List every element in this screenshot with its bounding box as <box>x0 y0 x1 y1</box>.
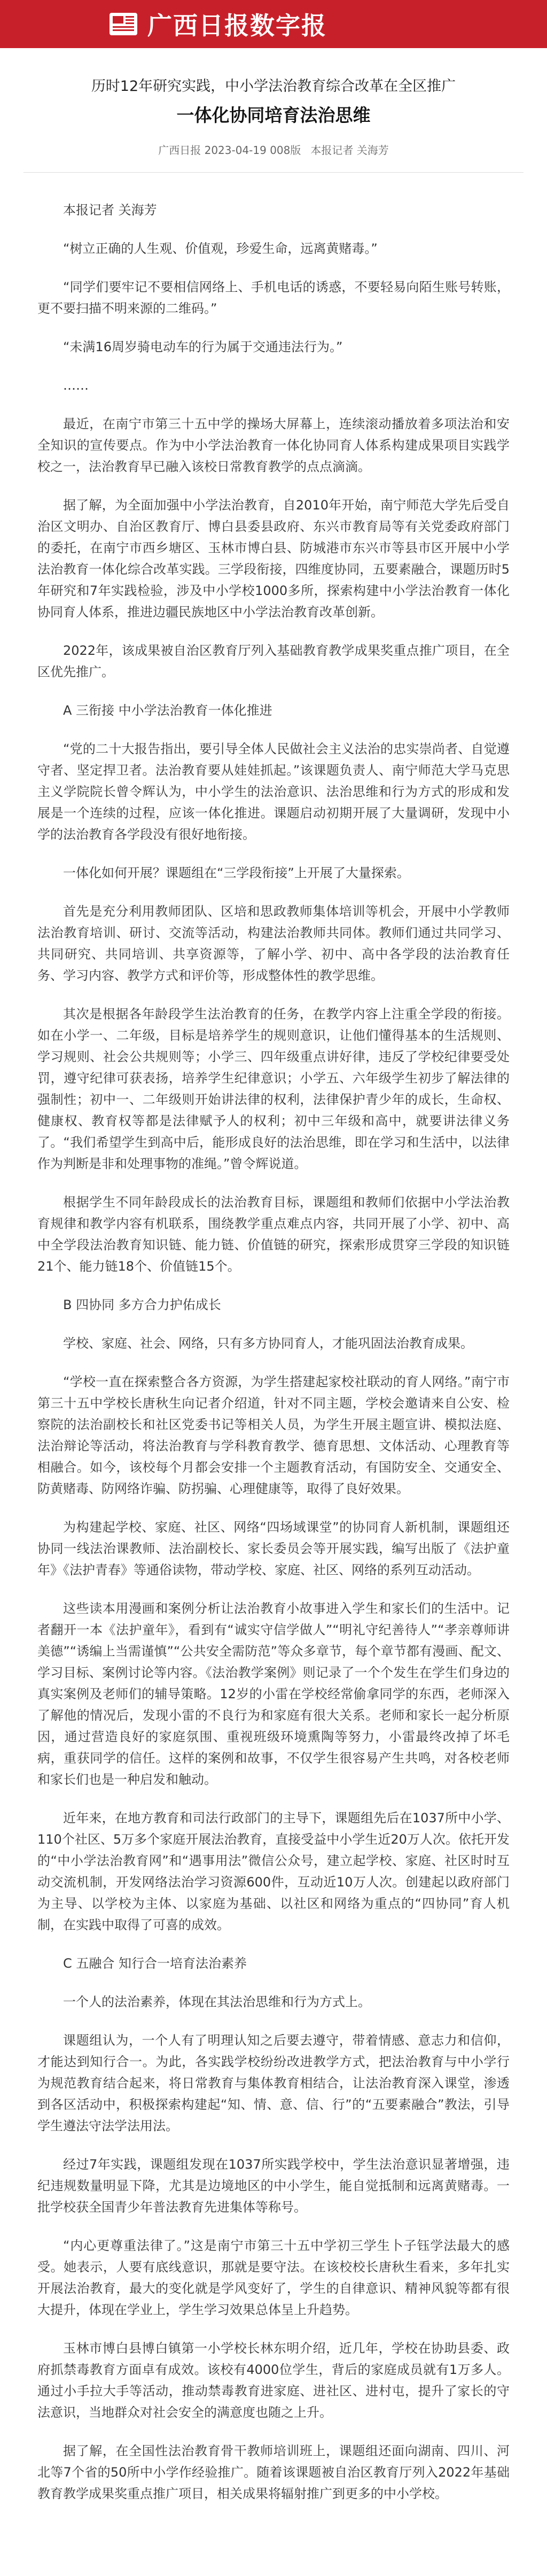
article-paragraph: “未满16周岁骑电动车的行为属于交通违法行为。” <box>63 339 343 354</box>
article-source: 广西日报 2023-04-19 008版 <box>158 144 301 157</box>
article-paragraph: “同学们要牢记不要相信网络上、手机电话的诱惑，不要轻易向陌生账号转账，更不要扫描不明来源的二维码。” <box>37 280 510 316</box>
section-heading: C 五融合 知行合一培育法治素养 <box>63 1956 247 1971</box>
article-headline: 一体化协同培育法治思维 <box>176 105 371 126</box>
article-paragraph: 最近，在南宁市第三十五中学的操场大屏幕上，连续滚动播放着多项法治和安全知识的宣传要点。作为中小学法治教育一体化协同育人体系构建成果项目实践学校之一，法治教育早已融入该校日常教育教学的点点滴滴。 <box>37 416 510 474</box>
article-paragraph: 据了解，在全国性法治教育骨干教师培训班上，课题组还面向湖南、四川、河北等7个省的50所中小学作经验推广。随着该课题被自治区教育厅列入2022年基础教育教学成果奖重点推广项目，相关成果将辐射推广到更多的中小学校。 <box>37 2443 510 2501</box>
article-byline: 本报记者 关海芳 <box>63 203 157 218</box>
article-paragraph: 一体化如何开展？课题组在“三学段衔接”上开展了大量探索。 <box>63 865 410 880</box>
section-heading: A 三衔接 中小学法治教育一体化推进 <box>63 703 272 718</box>
article-body <box>0 173 547 2504</box>
article-paragraph: 其次是根据各年龄段学生法治教育的任务，在教学内容上注重全学段的衔接。如在小学一、二年级，目标是培养学生的规则意识，让他们懂得基本的生活规则、学习规则、社会公共规则等；小学三、四年级重点讲好律，违反了学校纪律要受处罚，遵守纪律可获表扬，培养学生纪律意识；小学五、六年级学生初步了解法律的强制性；初中一、二年级则开始讲法律的权利，法律保护青少年的成长，生命权、健康权、教育权等都是法律赋予人的权利；初中三年级和高中，就要讲法律义务了。“我们希望学生到高中后，能形成良好的法治思维，即在学习和生活中，以法律作为判断是非和处理事物的准绳。”曾令辉说道。 <box>37 1007 510 1171</box>
article-header <box>0 48 547 158</box>
article-paragraph: 经过7年实践，课题组发现在1037所实践学校中，学生法治意识显著增强，违纪违规数量明显下降，尤其是边境地区的中小学生，能自觉抵制和远离黄赌毒。一批学校获全国青少年普法教育先进集体等称号。 <box>37 2157 510 2215</box>
article-meta <box>0 142 547 158</box>
article-paragraph: 课题组认为，一个人有了明理认知之后要去遵守，带着情感、意志力和信仰，才能达到知行合一。为此，各实践学校纷纷改进教学方式，把法治教育与中小学行为规范教育结合起来，将日常教育与集体教育相结合，让法治教育深入课堂，渗透到各区活动中，积极探索构建起“知、情、意、信、行”的“五要素融合”教法，引导学生遵法守法学法用法。 <box>37 2033 510 2133</box>
article-paragraph: 玉林市博白县博白镇第一小学校长林东明介绍，近几年，学校在协助县委、政府抓禁毒教育方面卓有成效。该校有4000位学生，背后的家庭成员就有1万多人。通过小手拉大手等活动，推动禁毒教育进家庭、进社区、进村屯，提升了家长的守法意识，当地群众对社会安全的满意度也随之上升。 <box>37 2341 510 2420</box>
article-paragraph: “学校一直在探索整合各方资源，为学生搭建起家校社联动的育人网络。”南宁市第三十五中学校长唐秋生向记者介绍道，针对不同主题，学校会邀请来自公安、检察院的法治副校长和社区党委书记等相关人员，为学生开展主题宣讲、模拟法庭、法治辩论等活动，将法治教育与学科教育教学、德育思想、文体活动、心理教育等相融合。如今，该校每个月都会安排一个主题教育活动，有国防安全、交通安全、防黄赌毒、防网络诈骗、防拐骗、心理健康等，取得了良好效果。 <box>37 1374 510 1496</box>
article-paragraph: 根据学生不同年龄段成长的法治教育目标，课题组和教师们依据中小学法治教育规律和教学内容有机联系，围绕教学重点难点内容，共同开展了小学、初中、高中全学段法治教育知识链、能力链、价值链的研究，探索形成贯穿三学段的知识链21个、能力链18个、价值链15个。 <box>37 1195 510 1274</box>
article-paragraph: 为构建起学校、家庭、社区、网络“四场域课堂”的协同育人新机制，课题组还协同一线法治课教师、法治副校长、家长委员会等开展实践，编写出版了《法护童年》《法护青春》等通俗读物，带动学校、家庭、社区、网络的系列互动活动。 <box>37 1520 510 1577</box>
site-brand[interactable]: 广西日报数字报 <box>147 11 327 40</box>
article-author: 本报记者 关海芳 <box>310 144 389 157</box>
article-paragraph: 学校、家庭、社会、网络，只有多方协同育人，才能巩固法治教育成果。 <box>63 1336 473 1351</box>
section-heading: B 四协同 多方合力护佑成长 <box>63 1297 221 1312</box>
site-header <box>0 0 547 48</box>
article-paragraph: 首先是充分利用教师团队、区培和思政教师集体培训等机会，开展中小学教师法治教育培训、研讨、交流等活动，构建法治教师共同体。教师们通过共同学习、共同研究、共同培训、共享资源等，了解小学、初中、高中各学段的法治教育任务、学习内容、教学方式和评价等，形成整体性的教学思维。 <box>37 904 510 983</box>
article-paragraph: “党的二十大报告指出，要引导全体人民做社会主义法治的忠实崇尚者、自觉遵守者、坚定捍卫者。法治教育要从娃娃抓起。”该课题负责人、南宁师范大学马克思主义学院院长曾令辉认为，中小学生的法治意识、法治思维和行为方式的形成和发展是一个连续的过程，应该一体化推进。课题启动初期开展了大量调研，发现中小学的法治教育各学段没有很好地衔接。 <box>37 741 510 842</box>
article-paragraph: “树立正确的人生观、价值观，珍爱生命，远离黄赌毒。” <box>63 241 378 256</box>
article-paragraph: “内心更尊重法律了。”这是南宁市第三十五中学初三学生卜子钰学法最大的感受。她表示，人要有底线意识，那就是要守法。在该校校长唐秋生看来，多年扎实开展法治教育，最大的变化就是学风变好了，学生的自律意识、精神风貌等都有很大提升，体现在学业上，学生学习效果总体呈上升趋势。 <box>37 2238 510 2317</box>
newspaper-icon <box>107 10 140 38</box>
article-paragraph: …… <box>63 378 89 393</box>
article-paragraph: 近年来，在地方教育和司法行政部门的主导下，课题组先后在1037所中小学、110个社区、5万多个家庭开展法治教育，直接受益中小学生近20万人次。依托开发的“中小学法治教育网”和“遇事用法”微信公众号，建立起学校、家庭、社区时时互动交流机制，开发网络法治学习资源600件，互动近10万人次。创建起以政府部门为主导、以学校为主体、以家庭为基础、以社区和网络为重点的“四协同”育人机制，在实践中取得了可喜的成效。 <box>37 1811 510 1932</box>
article-kicker: 历时12年研究实践，中小学法治教育综合改革在全区推广 <box>91 78 456 95</box>
article-paragraph: 据了解，为全面加强中小学法治教育，自2010年开始，南宁师范大学先后受自治区文明办、自治区教育厅、博白县委县政府、东兴市教育局等有关党委政府部门的委托，在南宁市西乡塘区、玉林市博白县、防城港市东兴市等县市区开展中小学法治教育一体化综合改革实践。三学段衔接，四维度协同，五要素融合，课题历时5年研究和7年实践检验，涉及中小学校1000多所，探索构建中小学法治教育一体化协同育人体系，推进边疆民族地区中小学法治教育改革创新。 <box>37 498 510 620</box>
article-paragraph: 这些读本用漫画和案例分析让法治教育小故事进入学生和家长们的生活中。记者翻开一本《法护童年》，看到有“诚实守信学做人”“明礼守纪善待人”“孝亲尊师讲美德”“诱编上当需谨慎”“公共安全需防范”等众多章节，每个章节都有漫画、配文、学习目标、案例讨论等内容。《法治教学案例》则记录了一个个发生在学生们身边的真实案例及老师们的辅导策略。12岁的小雷在学校经常偷拿同学的东西，老师深入了解他的情况后，发现小雷的不良行为和家庭有很大关系。老师和家长一起分析原因，通过营造良好的家庭氛围、重视班级环境熏陶等努力，小雷最终改掉了坏毛病，重获同学的信任。这样的案例和故事，不仅学生很容易产生共鸣，对各校老师和家长们也是一种启发和触动。 <box>37 1601 510 1787</box>
article-paragraph: 一个人的法治素养，体现在其法治思维和行为方式上。 <box>63 1994 371 2009</box>
article-paragraph: 2022年，该成果被自治区教育厅列入基础教育教学成果奖重点推广项目，在全区优先推广。 <box>37 643 510 679</box>
